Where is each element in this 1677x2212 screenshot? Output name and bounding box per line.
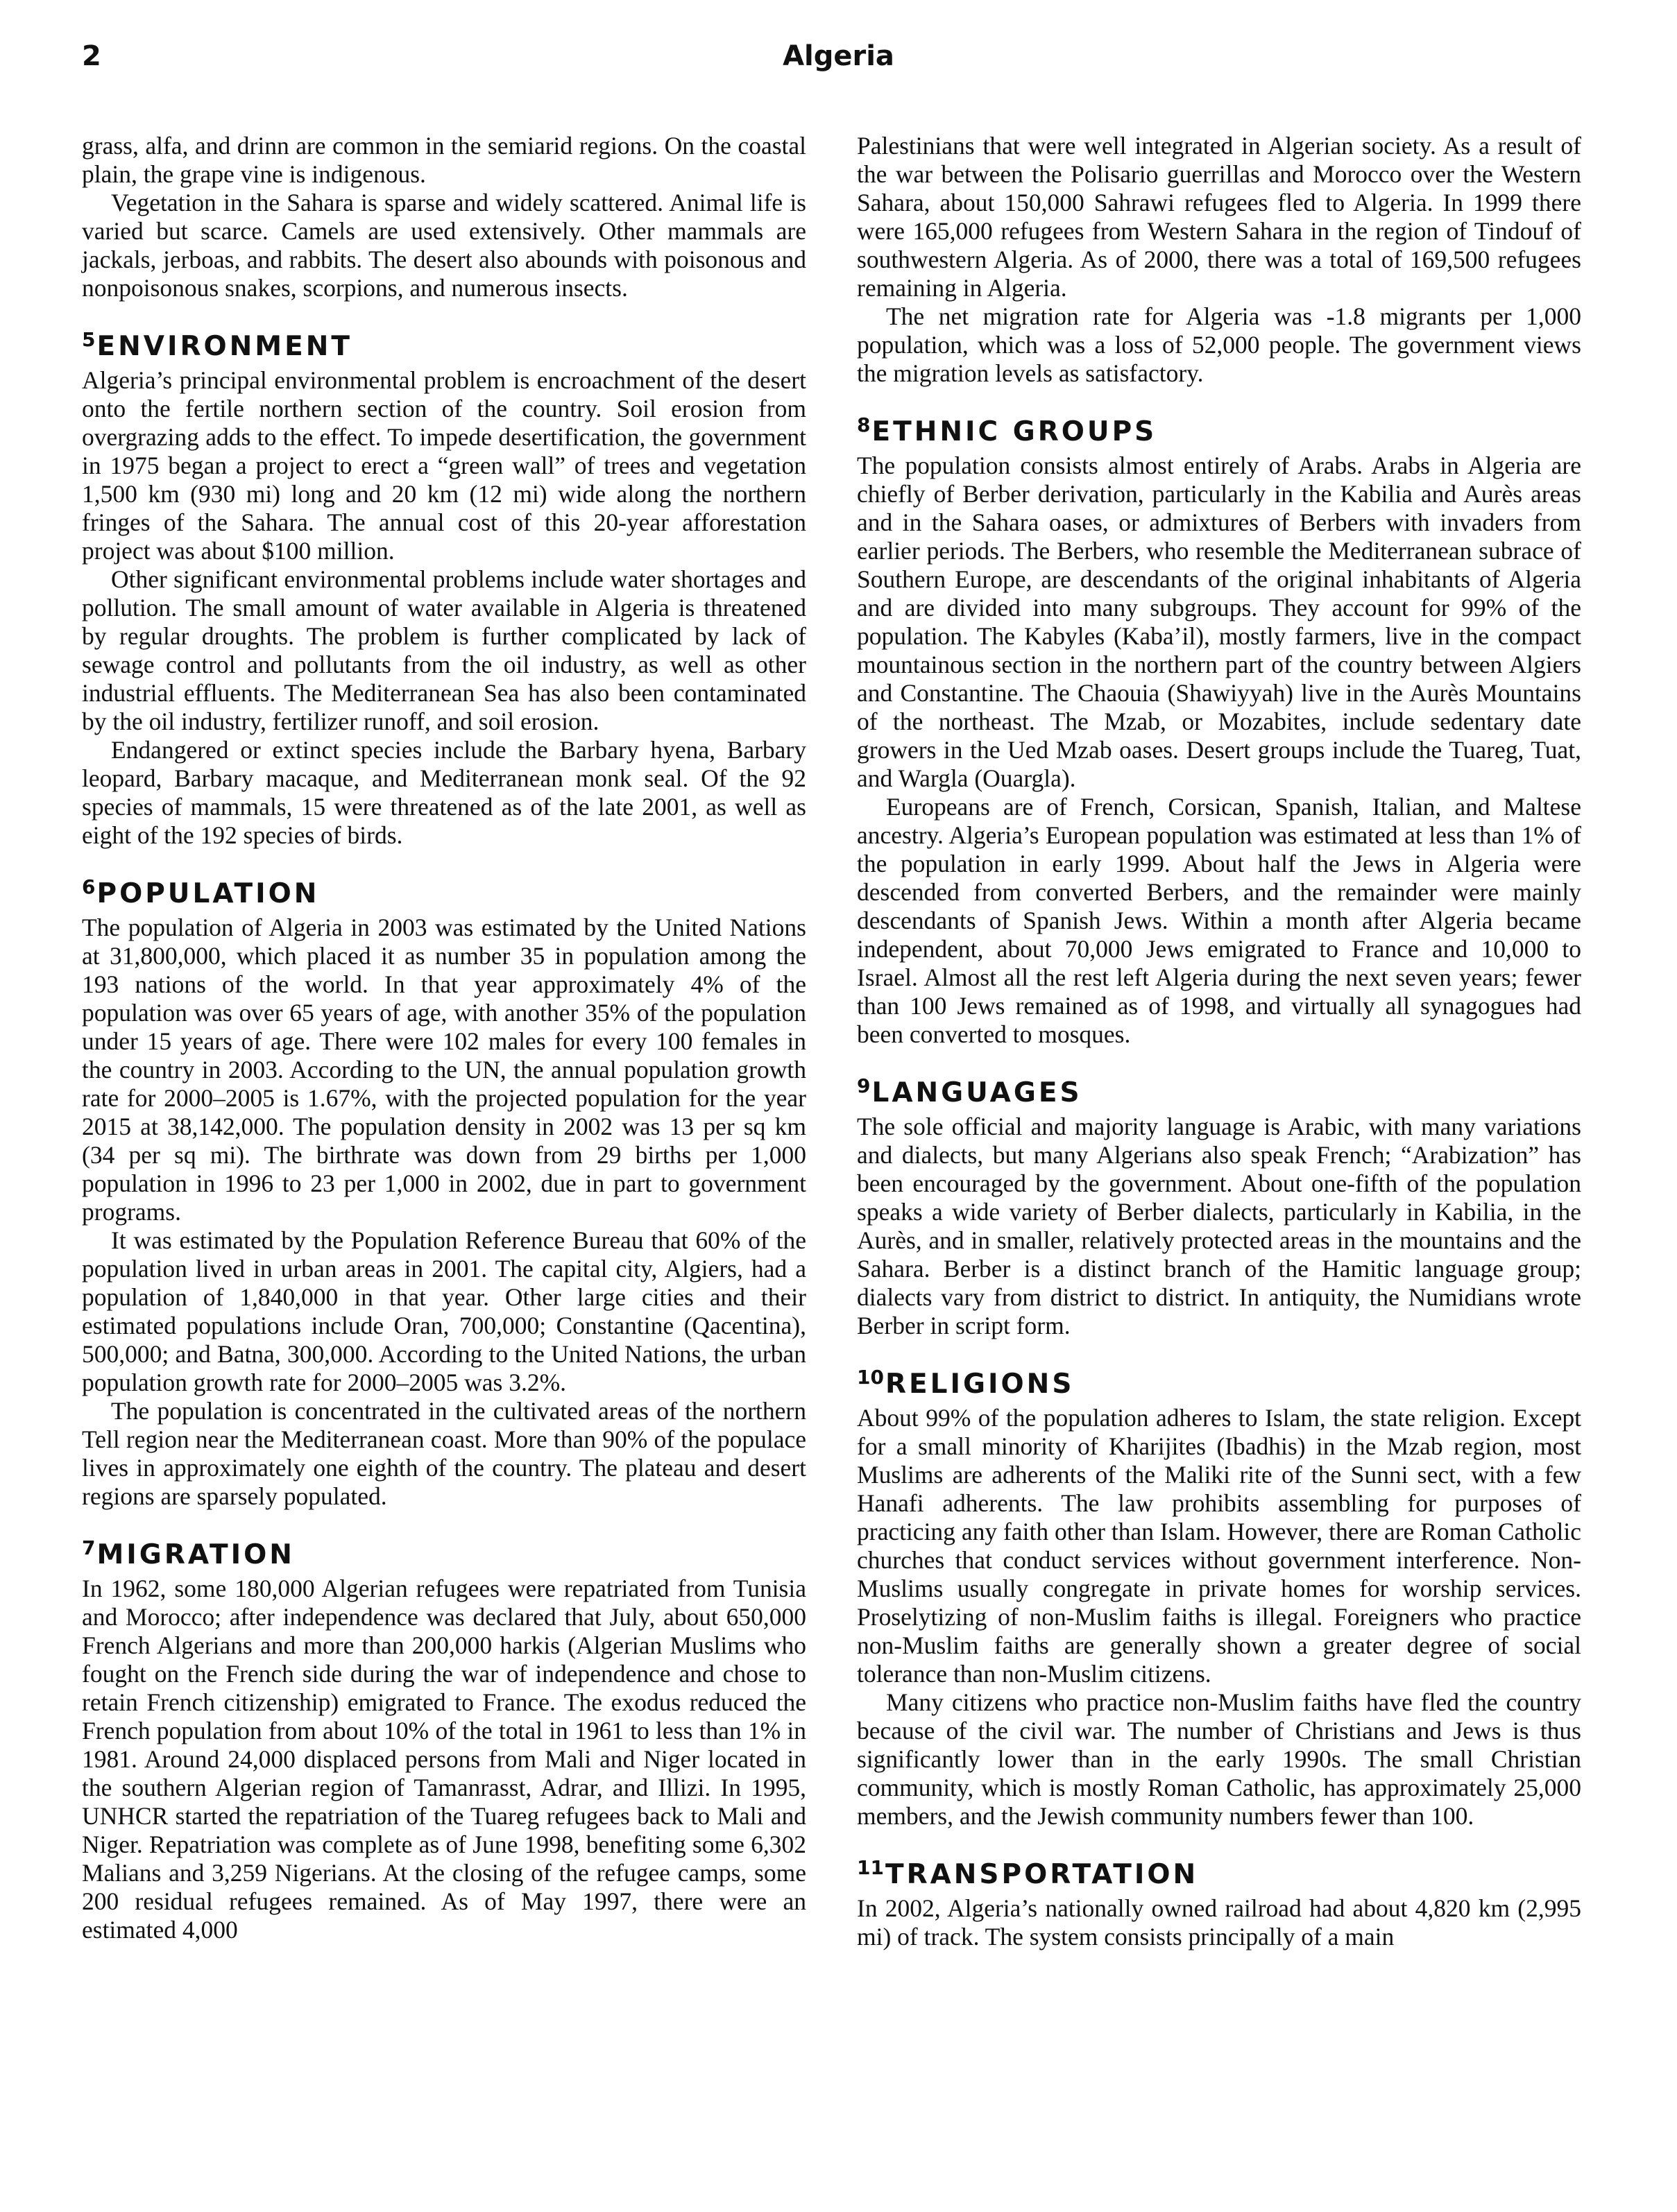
paragraph: Endangered or extinct species include the Barbary hyena, Barbary leopard, Barbary macaque, and Mediterranean monk seal. Of the 92 species of mammals, 15 were threatened as of the late 2001, as well as eight of the 192 species of birds. — [82, 736, 806, 849]
paragraph: The sole official and majority language is Arabic, with many variations and dialects, but many Algerians also speak French; “Arabization” has been encouraged by the government. About one-fifth of the population speaks a wide variety of Berber dialects, particularly in Kabilia, in the Aurès, and in smaller, relatively protected areas in the mountains and the Sahara. Berber is a distinct branch of the Hamitic language group; dialects vary from district to district. In antiquity, the Numidians wrote Berber in script form. — [857, 1113, 1581, 1339]
right-column — [857, 132, 1581, 1951]
paragraph: The population is concentrated in the cultivated areas of the northern Tell region near the Mediterranean coast. More than 90% of the populace lives in approximately one eighth of the country. The plateau and desert regions are sparsely populated. — [82, 1397, 806, 1510]
section-heading-environment — [82, 322, 806, 365]
paragraph: Europeans are of French, Corsican, Spanish, Italian, and Maltese ancestry. Algeria’s European population was estimated at less than 1% of the population in early 1999. About half the Jews in Algeria were descended from converted Berbers, and the remainder were mainly descendants of Spanish Jews. Within a month after Algeria became independent, about 70,000 Jews emigrated to France and 10,000 to Israel. Almost all the rest left Algeria during the next seven years; fewer than 100 Jews remained as of 1998, and virtually all synagogues had been converted to mosques. — [857, 793, 1581, 1048]
section-title: ETHNIC GROUPS — [871, 416, 1157, 447]
section-number: 11 — [857, 1856, 884, 1879]
section-title: MIGRATION — [96, 1539, 295, 1570]
running-title: Algeria — [783, 40, 894, 72]
paragraph: About 99% of the population adheres to Islam, the state religion. Except for a small minority of Kharijites (Ibadhis) in the Mzab region, most Muslims are adherents of the Maliki rite of the Sunni sect, with a few Hanafi adherents. The law prohibits assembling for purposes of practicing any faith other than Islam. However, there are Roman Catholic churches that conduct services without government interference. Non-Muslims usually congregate in private homes for worship services. Proselytizing of non-Muslim faiths is illegal. Foreigners who practice non-Muslim faiths are generally shown a greater degree of social tolerance than non-Muslim citizens. — [857, 1404, 1581, 1688]
section-number: 10 — [857, 1366, 884, 1389]
section-title: POPULATION — [96, 878, 320, 909]
section-title: LANGUAGES — [871, 1077, 1082, 1108]
section-title: TRANSPORTATION — [885, 1859, 1199, 1890]
section-number: 6 — [82, 875, 96, 898]
section-title: RELIGIONS — [885, 1369, 1075, 1400]
section-title: ENVIRONMENT — [96, 331, 352, 362]
section-heading-migration — [82, 1530, 806, 1573]
section-heading-population — [82, 869, 806, 912]
paragraph: In 2002, Algeria’s nationally owned railroad had about 4,820 km (2,995 mi) of track. The system consists principally of a main — [857, 1894, 1581, 1950]
section-number: 9 — [857, 1074, 871, 1097]
paragraph: Vegetation in the Sahara is sparse and widely scattered. Animal life is varied but scarce. Camels are used extensively. Other mammals are jackals, jerboas, and rabbits. The desert also abounds with poisonous and nonpoisonous snakes, scorpions, and numerous insects. — [82, 189, 806, 302]
paragraph: It was estimated by the Population Reference Bureau that 60% of the population lived in urban areas in 2001. The capital city, Algiers, had a population of 1,840,000 in that year. Other large cities and their estimated populations include Oran, 700,000; Constantine (Qacentina), 500,000; and Batna, 300,000. According to the United Nations, the urban population growth rate for 2000–2005 was 3.2%. — [82, 1226, 806, 1396]
page-header — [0, 40, 1677, 82]
paragraph: In 1962, some 180,000 Algerian refugees were repatriated from Tunisia and Morocco; after independence was declared that July, about 650,000 French Algerians and more than 200,000 harkis (Algerian Muslims who fought on the French side during the war of independence and chose to retain French citizenship) emigrated to France. The exodus reduced the French population from about 10% of the total in 1961 to less than 1% in 1981. Around 24,000 displaced persons from Mali and Niger located in the southern Algerian region of Tamanrasst, Adrar, and Illizi. In 1995, UNHCR started the repatriation of the Tuareg refugees back to Mali and Niger. Repatriation was complete as of June 1998, benefiting some 6,302 Malians and 3,259 Nigerians. At the closing of the refugee camps, some 200 residual refugees remained. As of May 1997, there were an estimated 4,000 — [82, 1575, 806, 1944]
section-heading-ethnic-groups — [857, 407, 1581, 450]
section-heading-religions — [857, 1360, 1581, 1403]
section-number: 8 — [857, 413, 871, 436]
page-number: 2 — [82, 40, 101, 72]
paragraph: grass, alfa, and drinn are common in the semiarid regions. On the coastal plain, the grape vine is indigenous. — [82, 132, 806, 188]
paragraph: Algeria’s principal environmental problem is encroachment of the desert onto the fertile northern section of the country. Soil erosion from overgrazing adds to the effect. To impede desertification, the government in 1975 began a project to erect a “green wall” of trees and vegetation 1,500 km (930 mi) long and 20 km (12 mi) wide along the northern fringes of the Sahara. The annual cost of this 20-year afforestation project was about $100 million. — [82, 366, 806, 565]
section-heading-languages — [857, 1068, 1581, 1111]
paragraph: Other significant environmental problems include water shortages and pollution. The small amount of water available in Algeria is threatened by regular droughts. The problem is further complicated by lack of sewage control and pollutants from the oil industry, as well as other industrial effluents. The Mediterranean Sea has also been contaminated by the oil industry, fertilizer runoff, and soil erosion. — [82, 565, 806, 735]
paragraph: The population consists almost entirely of Arabs. Arabs in Algeria are chiefly of Berber derivation, particularly in the Kabilia and Aurès areas and in the Sahara oases, or admixtures of Berbers with invaders from earlier periods. The Berbers, who resemble the Mediterranean subrace of Southern Europe, are descendants of the original inhabitants of Algeria and are divided into many subgroups. They account for 99% of the population. The Kabyles (Kaba’il), mostly farmers, live in the compact mountainous section in the northern part of the country between Algiers and Constantine. The Chaouia (Shawiyyah) live in the Aurès Mountains of the northeast. The Mzab, or Mozabites, include sedentary date growers in the Ued Mzab oases. Desert groups include the Tuareg, Tuat, and Wargla (Ouargla). — [857, 452, 1581, 792]
section-number: 7 — [82, 1536, 96, 1559]
section-heading-transportation — [857, 1850, 1581, 1893]
paragraph: Many citizens who practice non-Muslim faiths have fled the country because of the civil war. The number of Christians and Jews is thus significantly lower than in the early 1990s. The small Christian community, which is mostly Roman Catholic, has approximately 25,000 members, and the Jewish community numbers fewer than 100. — [857, 1688, 1581, 1830]
paragraph: The population of Algeria in 2003 was estimated by the United Nations at 31,800,000, which placed it as number 35 in population among the 193 nations of the world. In that year approximately 4% of the population was over 65 years of age, with another 35% of the population under 15 years of age. There were 102 males for every 100 females in the country in 2003. According to the UN, the annual population growth rate for 2000–2005 is 1.67%, with the projected population for the year 2015 at 38,142,000. The population density in 2002 was 13 per sq km (34 per sq mi). The birthrate was down from 29 births per 1,000 population in 1996 to 23 per 1,000 in 2002, due in part to government programs. — [82, 914, 806, 1226]
section-number: 5 — [82, 328, 96, 351]
left-column — [82, 132, 806, 1944]
paragraph: The net migration rate for Algeria was -1.8 migrants per 1,000 population, which was a loss of 52,000 people. The government views the migration levels as satisfactory. — [857, 302, 1581, 387]
paragraph: Palestinians that were well integrated in Algerian society. As a result of the war between the Polisario guerrillas and Morocco over the Western Sahara, about 150,000 Sahrawi refugees fled to Algeria. In 1999 there were 165,000 refugees from Western Sahara in the region of Tindouf of southwestern Algeria. As of 2000, there was a total of 169,500 refugees remaining in Algeria. — [857, 132, 1581, 302]
